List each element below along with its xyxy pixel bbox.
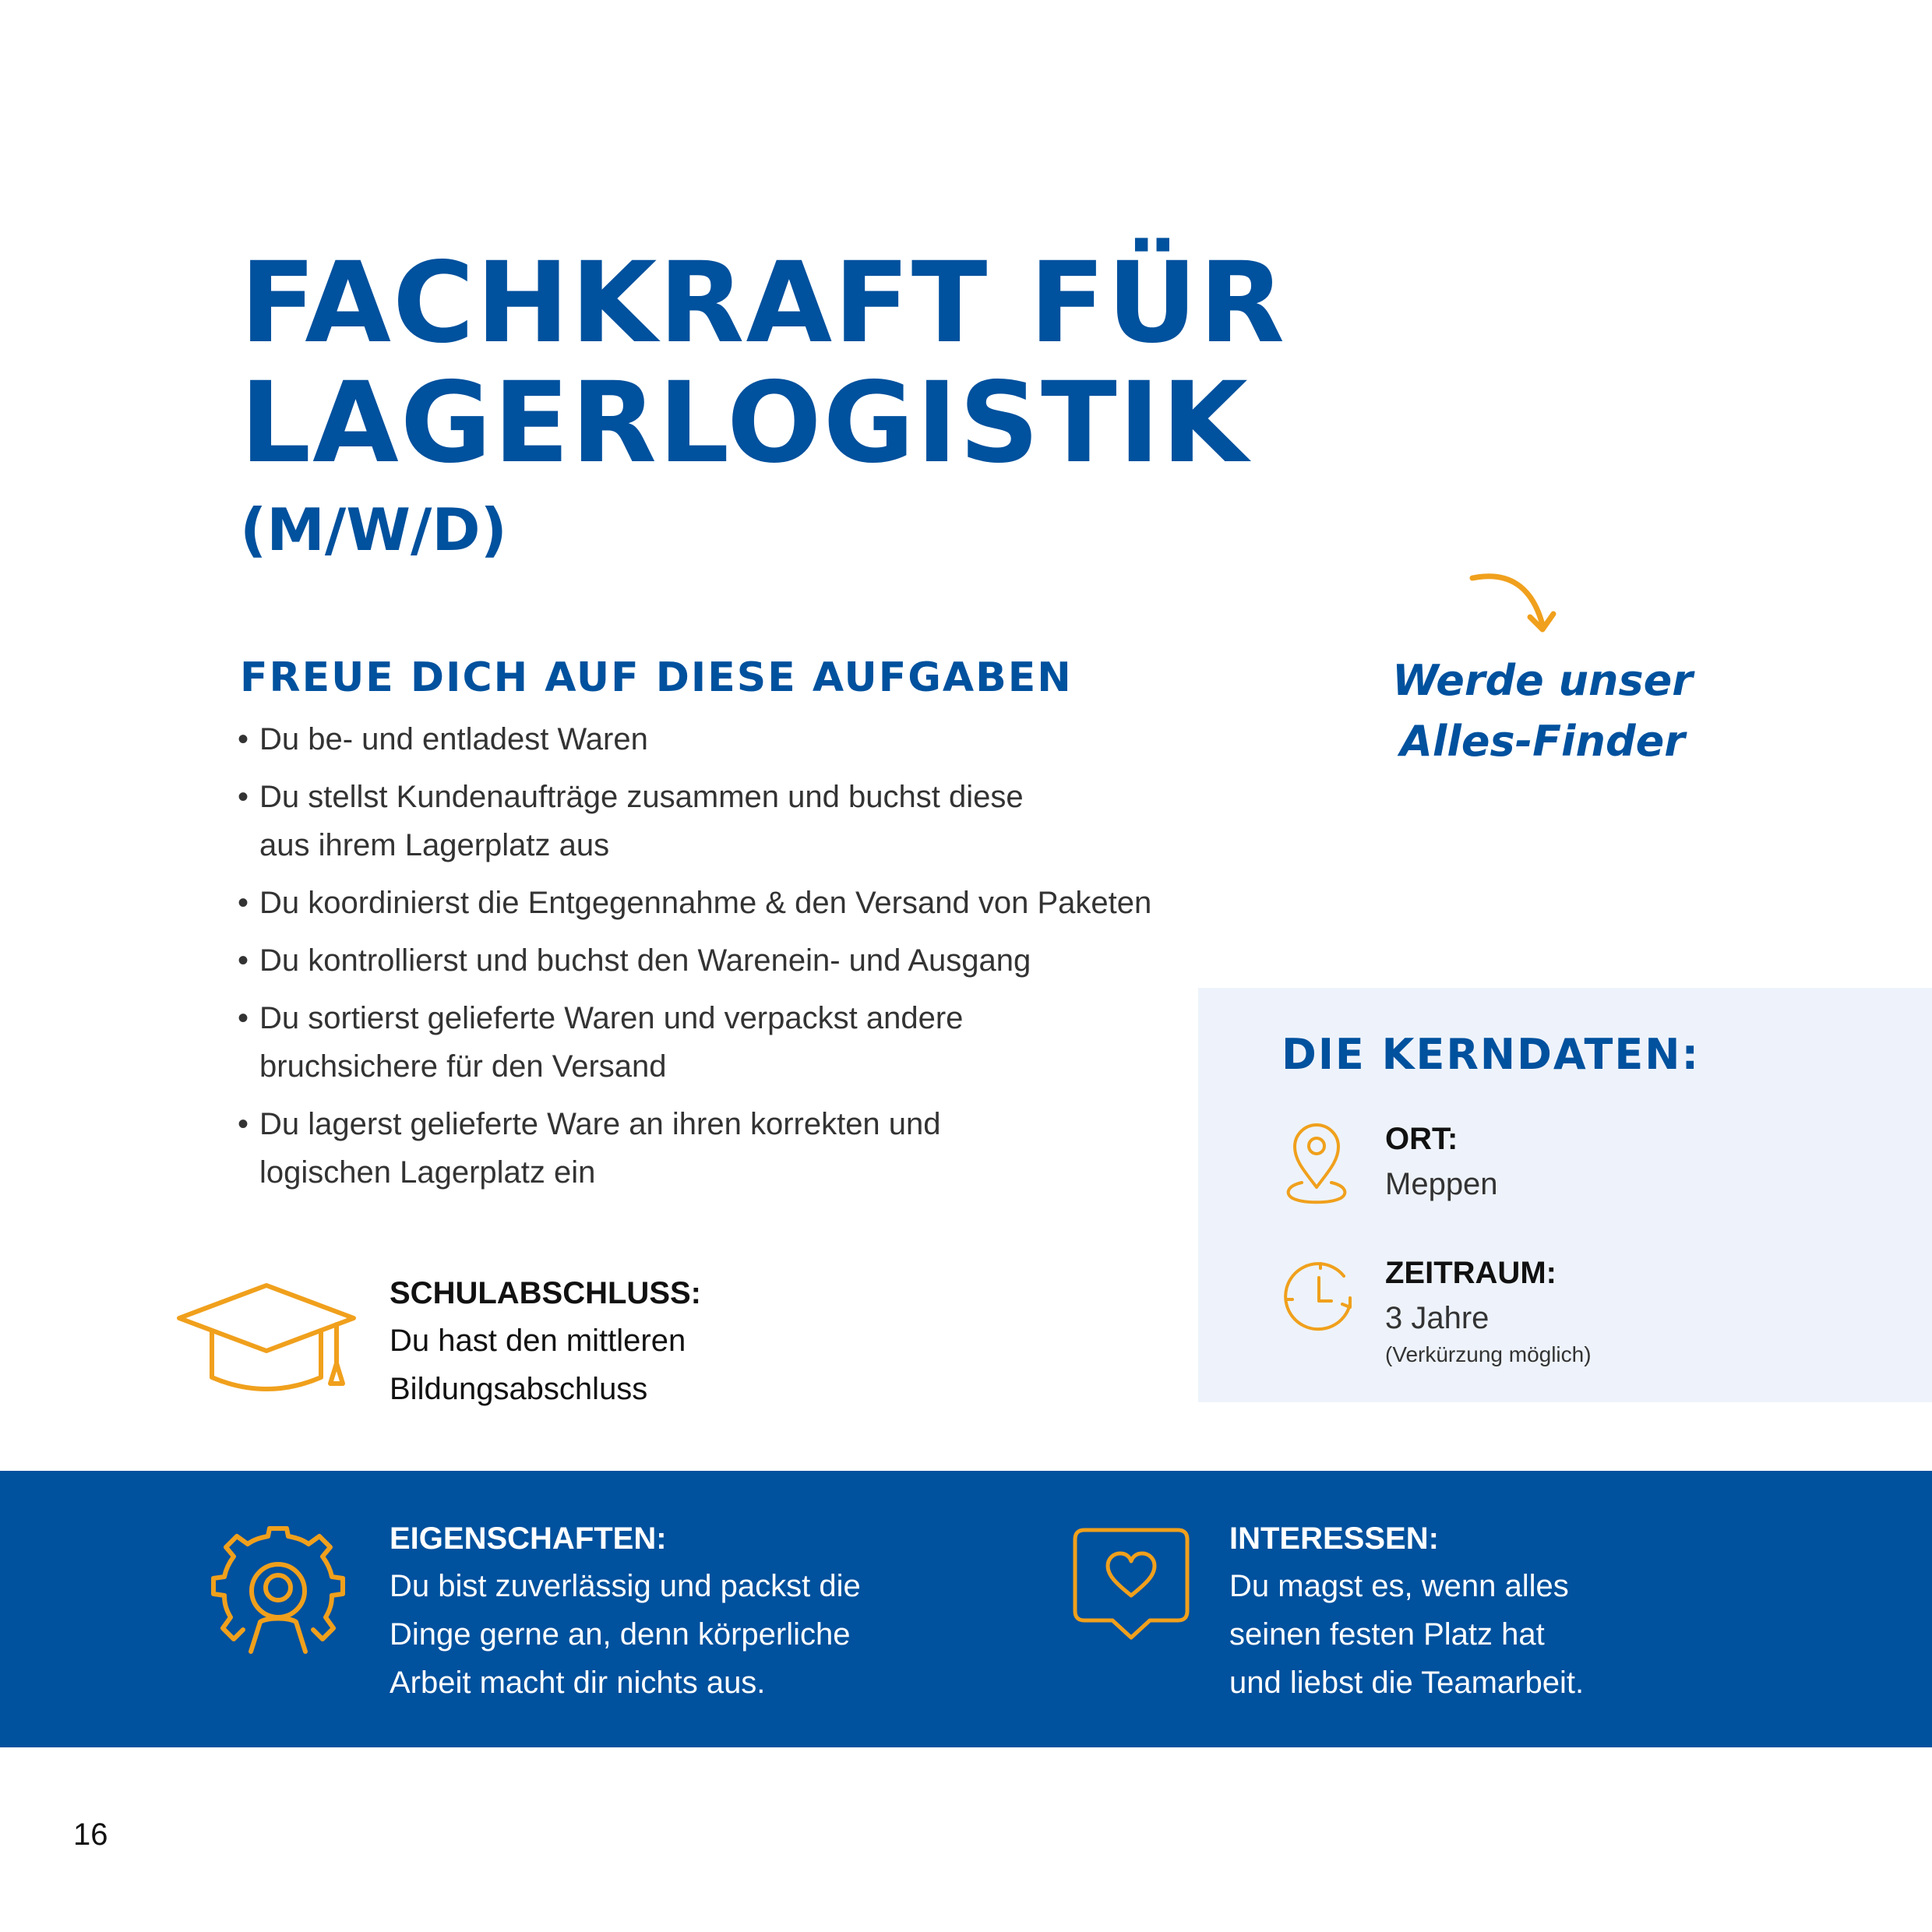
task-item: • Du sortierst gelieferte Waren und verpackst andere bruchsichere für den Versand — [238, 994, 1031, 1091]
graduation-cap-icon — [173, 1278, 360, 1402]
clock-icon — [1282, 1259, 1359, 1337]
tasks-heading: FREUE DICH AUF DIESE AUFGABEN — [240, 654, 1073, 701]
location-pin-icon — [1282, 1123, 1352, 1205]
task-item: • Du koordinierst die Entgegennahme & den Versand von Paketen — [238, 879, 1272, 927]
eigenschaften-line-1: Du bist zuverlässig und packst die — [390, 1569, 861, 1603]
ort-label: ORT: — [1385, 1122, 1458, 1156]
kerndaten-zeitraum — [1385, 1250, 1592, 1369]
page-title — [240, 238, 1287, 488]
interessen-label: INTERESSEN: — [1229, 1521, 1439, 1556]
zeitraum-note: (Verkürzung möglich) — [1385, 1342, 1592, 1366]
title-line-2: LAGERLOGISTIK — [240, 358, 1250, 488]
page-number: 16 — [73, 1817, 108, 1852]
gear-person-icon — [212, 1528, 344, 1653]
zeitraum-value: 3 Jahre — [1385, 1301, 1490, 1335]
page-subtitle: (M/W/D) — [240, 495, 507, 564]
slogan-line-2: Alles-Finder — [1400, 717, 1685, 766]
task-item: • Du be- und entladest Waren — [238, 715, 1233, 763]
eigenschaften-line-3: Arbeit macht dir nichts aus. — [390, 1666, 766, 1700]
task-list — [238, 715, 1250, 1206]
heart-speech-bubble-icon — [1074, 1528, 1189, 1641]
title-line-1: FACHKRAFT FÜR — [240, 238, 1287, 368]
eigenschaften-section — [390, 1515, 935, 1707]
kerndaten-ort — [1385, 1116, 1498, 1207]
curved-arrow-icon — [1465, 569, 1566, 647]
interessen-line-3: und liebst die Teamarbeit. — [1229, 1666, 1585, 1700]
task-item: • Du lagerst gelieferte Ware an ihren korrekten und logischen Lagerplatz ein — [238, 1100, 1031, 1197]
slogan — [1387, 650, 1698, 772]
eigenschaften-line-2: Dinge gerne an, denn körperliche — [390, 1617, 851, 1652]
zeitraum-label: ZEITRAUM: — [1385, 1256, 1557, 1290]
task-item: • Du stellst Kundenaufträge zusammen und buchst diese aus ihrem Lagerplatz aus — [238, 773, 1077, 869]
school-section — [390, 1270, 935, 1413]
eigenschaften-label: EIGENSCHAFTEN: — [390, 1521, 667, 1556]
task-item: • Du kontrollierst und buchst den Warenein- und Ausgang — [238, 936, 1233, 985]
school-text-line-1: Du hast den mittleren — [390, 1324, 686, 1358]
slogan-line-1: Werde unser — [1392, 656, 1693, 705]
school-text-line-2: Bildungsabschluss — [390, 1372, 648, 1406]
kerndaten-heading: DIE KERNDATEN: — [1282, 1030, 1701, 1079]
interessen-line-2: seinen festen Platz hat — [1229, 1617, 1545, 1652]
interessen-line-1: Du magst es, wenn alles — [1229, 1569, 1569, 1603]
ort-value: Meppen — [1385, 1167, 1498, 1201]
school-label: SCHULABSCHLUSS: — [390, 1276, 701, 1310]
interessen-section — [1229, 1515, 1775, 1707]
